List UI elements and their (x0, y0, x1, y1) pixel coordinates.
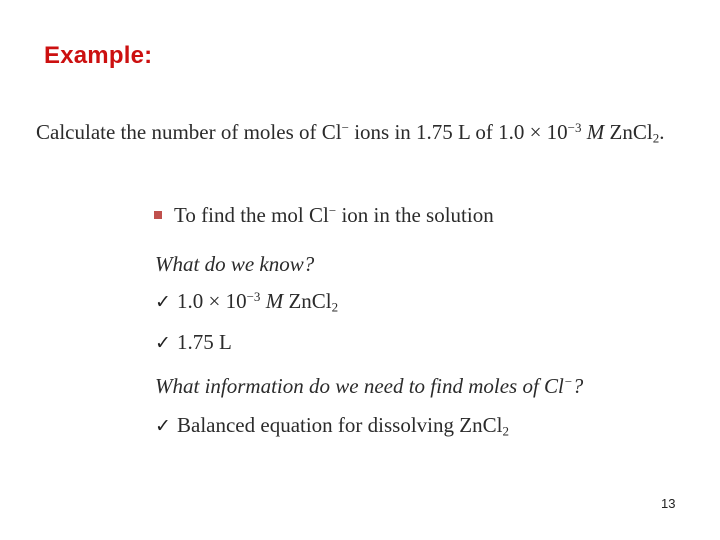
page-number: 13 (661, 496, 676, 511)
problem-end: . (659, 120, 665, 144)
known-item-volume (155, 330, 232, 355)
question-what-do-we-know: What do we know? (155, 252, 315, 276)
bullet-item (154, 203, 494, 228)
question-text-start: What information do we need to find moles of Cl (155, 374, 564, 398)
slide-title: Example: (44, 42, 153, 69)
question-information-needed (155, 374, 583, 399)
subscript: 2 (652, 130, 660, 146)
ion-charge: − (328, 202, 337, 218)
square-bullet-icon (154, 211, 162, 219)
problem-text-mid: ions in 1.75 L of 1.0 × 10 (348, 120, 568, 144)
problem-statement (36, 120, 664, 145)
molarity-unit: M (260, 289, 284, 313)
exponent: −3 (567, 119, 582, 135)
bullet-text-end: ion in the solution (336, 203, 494, 227)
ion-charge: − (563, 373, 573, 389)
bullet-text-start: To find the mol Cl (174, 203, 329, 227)
checkmark-icon: ✓ (155, 291, 171, 313)
needed-item-balanced-equation (155, 413, 509, 438)
checkmark-icon: ✓ (155, 332, 171, 354)
question-text-end: ? (572, 374, 584, 398)
needed-text: Balanced equation for dissolving ZnCl (177, 413, 503, 437)
problem-text-start: Calculate the number of moles of Cl (36, 120, 342, 144)
subscript: 2 (502, 423, 509, 439)
molarity-unit: M (581, 120, 605, 144)
checkmark-icon: ✓ (155, 415, 171, 437)
known-volume-text: 1.75 L (177, 330, 232, 354)
compound: ZnCl (604, 120, 653, 144)
compound: ZnCl (283, 289, 332, 313)
subscript: 2 (331, 299, 339, 315)
exponent: −3 (246, 288, 261, 304)
known-item-concentration (155, 289, 338, 314)
known-text-start: 1.0 × 10 (177, 289, 247, 313)
ion-charge: − (341, 119, 349, 135)
